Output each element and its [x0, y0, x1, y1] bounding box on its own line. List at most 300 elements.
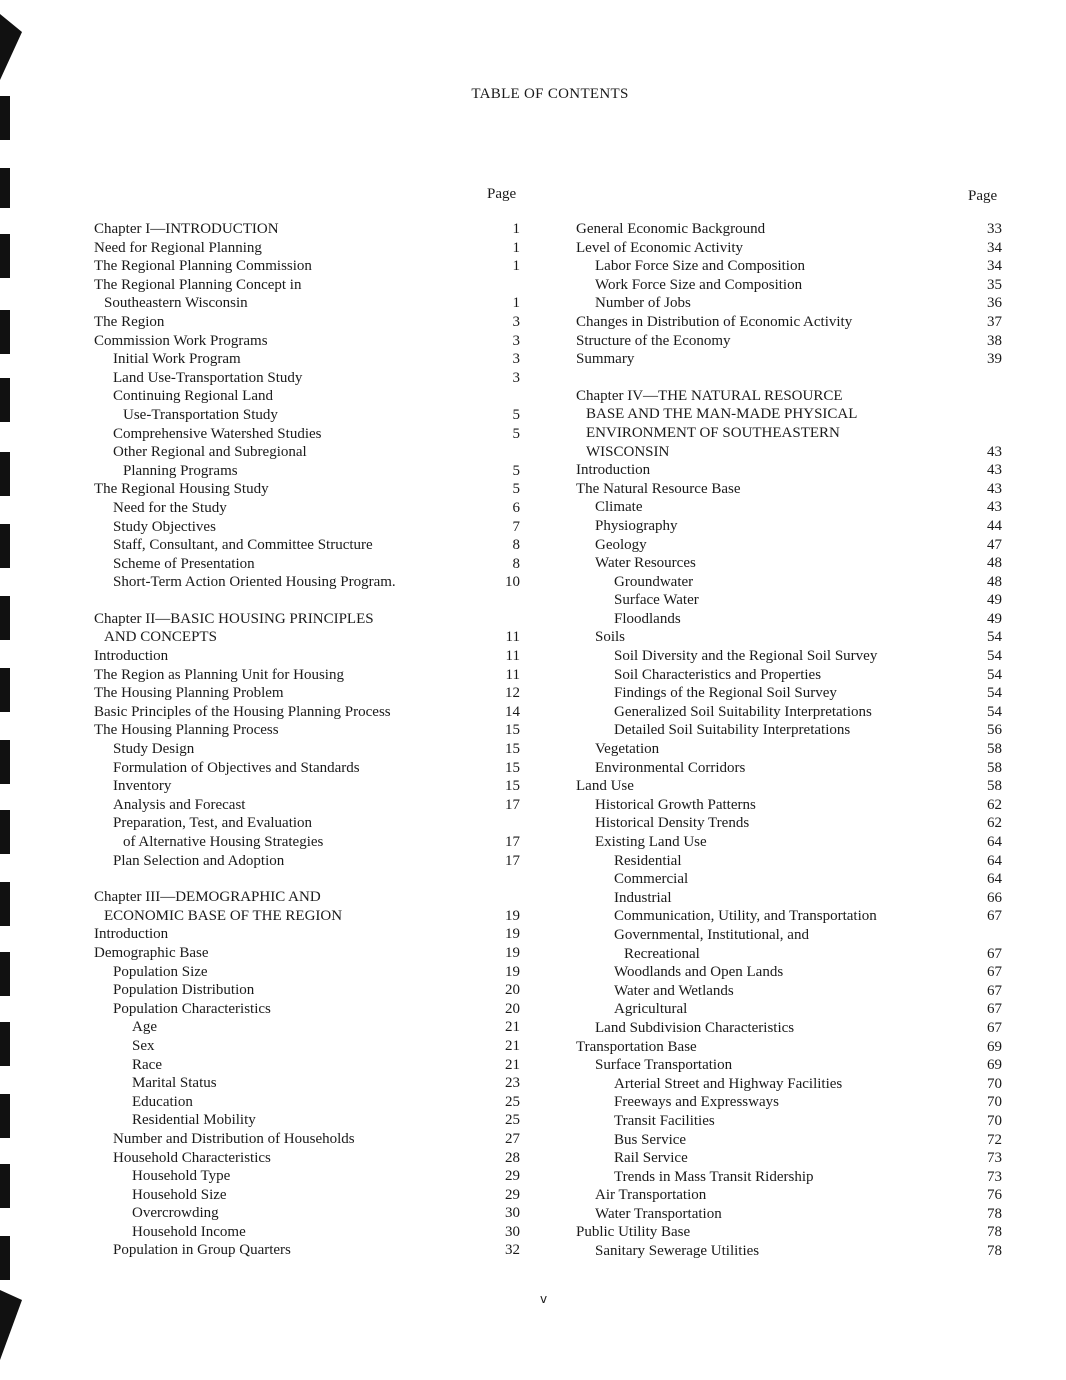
- toc-entry-page-number: 58: [966, 759, 1002, 778]
- binding-mark: [0, 668, 10, 712]
- toc-entry[interactable]: [94, 499, 520, 518]
- toc-entry[interactable]: [94, 796, 520, 815]
- toc-entry[interactable]: [576, 480, 1002, 499]
- toc-entry-label: Need for Regional Planning: [94, 240, 265, 256]
- toc-entry-label: Household Type: [132, 1168, 233, 1184]
- binding-mark: [0, 740, 10, 784]
- toc-entry-label: Short-Term Action Oriented Housing Program.: [113, 574, 399, 590]
- toc-entry-label: Air Transportation: [595, 1187, 709, 1203]
- binding-mark: [0, 952, 10, 996]
- toc-entry[interactable]: [576, 945, 1002, 964]
- toc-entry-label: Population Distribution: [113, 982, 257, 998]
- toc-entry[interactable]: [576, 1223, 1002, 1242]
- toc-entry-page-number: 39: [966, 350, 1002, 369]
- toc-entry[interactable]: [94, 1093, 520, 1112]
- toc-entry-label: Other Regional and Subregional: [113, 444, 310, 460]
- toc-entry-page-number: 8: [484, 536, 520, 555]
- binding-mark: [0, 1236, 10, 1280]
- toc-entry[interactable]: [576, 889, 1002, 908]
- toc-entry[interactable]: [94, 981, 520, 1000]
- toc-entry[interactable]: [94, 814, 520, 833]
- toc-entry[interactable]: [576, 870, 1002, 889]
- toc-entry-page-number: 15: [484, 721, 520, 740]
- toc-entry-page-number: 1: [484, 239, 520, 258]
- toc-entry-page-number: 17: [484, 852, 520, 871]
- toc-entry[interactable]: [576, 591, 1002, 610]
- toc-entry[interactable]: [576, 963, 1002, 982]
- toc-entry[interactable]: [576, 1168, 1002, 1187]
- page-title: TABLE OF CONTENTS: [471, 86, 629, 102]
- toc-entry-page-number: 58: [966, 740, 1002, 759]
- toc-entry[interactable]: [94, 332, 520, 351]
- toc-entry[interactable]: [576, 1019, 1002, 1038]
- toc-entry-page-number: 44: [966, 517, 1002, 536]
- toc-entry-page-number: 21: [484, 1056, 520, 1075]
- toc-entry-label: The Natural Resource Base: [576, 481, 744, 497]
- toc-entry[interactable]: [94, 257, 520, 276]
- toc-entry-label: Demographic Base: [94, 945, 212, 961]
- toc-entry[interactable]: [576, 721, 1002, 740]
- toc-entry[interactable]: [94, 313, 520, 332]
- toc-entry-page-number: 30: [484, 1223, 520, 1242]
- toc-entry[interactable]: [576, 666, 1002, 685]
- toc-entry-page-number: 73: [966, 1149, 1002, 1168]
- toc-entry-page-number: 54: [966, 647, 1002, 666]
- toc-entry-page-number: 3: [484, 350, 520, 369]
- toc-entry-page-number: 78: [966, 1205, 1002, 1224]
- toc-entry-page-number: 56: [966, 721, 1002, 740]
- toc-entry[interactable]: [576, 628, 1002, 647]
- toc-entry-page-number: 67: [966, 1019, 1002, 1038]
- toc-chapter-entry[interactable]: [94, 888, 520, 907]
- toc-entry-page-number: 20: [484, 1000, 520, 1019]
- toc-entry-page-number: 73: [966, 1168, 1002, 1187]
- toc-entry-page-number: 19: [484, 907, 520, 926]
- toc-entry-label: Recreational: [624, 946, 703, 962]
- toc-entry-page-number: 48: [966, 573, 1002, 592]
- toc-entry[interactable]: [94, 350, 520, 369]
- toc-entry[interactable]: [94, 480, 520, 499]
- toc-entry[interactable]: [576, 332, 1002, 351]
- toc-entry-page-number: 70: [966, 1075, 1002, 1094]
- toc-entry-page-number: 78: [966, 1242, 1002, 1261]
- toc-entry[interactable]: [94, 425, 520, 444]
- toc-entry[interactable]: [94, 536, 520, 555]
- toc-entry[interactable]: [576, 1000, 1002, 1019]
- toc-entry-page-number: 36: [966, 294, 1002, 313]
- toc-entry-label: Trends in Mass Transit Ridership: [614, 1169, 816, 1185]
- toc-entry-label: Education: [132, 1094, 196, 1110]
- toc-entry-label: Southeastern Wisconsin: [104, 295, 251, 311]
- toc-entry[interactable]: [94, 555, 520, 574]
- toc-chapter-entry[interactable]: [576, 387, 1002, 406]
- toc-entry-label: Study Design: [113, 741, 197, 757]
- toc-entry-label: Residential Mobility: [132, 1112, 259, 1128]
- toc-entry-label: Analysis and Forecast: [113, 797, 248, 813]
- toc-entry-label: ECONOMIC BASE OF THE REGION: [104, 908, 345, 924]
- toc-entry-label: Introduction: [576, 462, 653, 478]
- toc-entry-label: Staff, Consultant, and Committee Structure: [113, 537, 376, 553]
- toc-entry[interactable]: [576, 1131, 1002, 1150]
- toc-entry[interactable]: [576, 814, 1002, 833]
- toc-entry-page-number: 5: [484, 406, 520, 425]
- toc-entry-page-number: 15: [484, 740, 520, 759]
- toc-entry[interactable]: [94, 1018, 520, 1037]
- toc-entry-label: Historical Density Trends: [595, 815, 752, 831]
- toc-entry-page-number: 34: [966, 239, 1002, 258]
- binding-mark: [0, 452, 10, 496]
- toc-entry-label: Findings of the Regional Soil Survey: [614, 685, 840, 701]
- toc-entry[interactable]: [94, 406, 520, 425]
- toc-entry-page-number: 23: [484, 1074, 520, 1093]
- toc-entry-page-number: 12: [484, 684, 520, 703]
- toc-entry-page-number: 1: [484, 220, 520, 239]
- toc-entry-page-number: 49: [966, 591, 1002, 610]
- toc-entry-label: Physiography: [595, 518, 681, 534]
- toc-entry[interactable]: [576, 1205, 1002, 1224]
- toc-entry[interactable]: [94, 944, 520, 963]
- toc-entry[interactable]: [94, 1186, 520, 1205]
- toc-entry-label: Number and Distribution of Households: [113, 1131, 358, 1147]
- toc-entry-page-number: 25: [484, 1093, 520, 1112]
- toc-entry-label: The Housing Planning Process: [94, 722, 282, 738]
- toc-entry-label: WISCONSIN: [586, 444, 672, 460]
- binding-mark-top: [0, 14, 22, 80]
- toc-entry-label: Structure of the Economy: [576, 333, 734, 349]
- toc-entry-label: Chapter II—BASIC HOUSING PRINCIPLES: [94, 611, 377, 627]
- toc-entry[interactable]: [94, 666, 520, 685]
- toc-entry[interactable]: [576, 852, 1002, 871]
- toc-entry-page-number: 62: [966, 796, 1002, 815]
- toc-entry[interactable]: [576, 294, 1002, 313]
- toc-entry[interactable]: [94, 740, 520, 759]
- toc-entry-page-number: 48: [966, 554, 1002, 573]
- toc-entry-label: Chapter IV—THE NATURAL RESOURCE: [576, 388, 846, 404]
- toc-entry-page-number: 64: [966, 852, 1002, 871]
- toc-entry-label: Detailed Soil Suitability Interpretations: [614, 722, 853, 738]
- toc-entry[interactable]: [94, 573, 520, 592]
- toc-entry-label: BASE AND THE MAN-MADE PHYSICAL: [586, 406, 860, 422]
- toc-entry-label: The Regional Housing Study: [94, 481, 272, 497]
- toc-entry-label: Environmental Corridors: [595, 760, 748, 776]
- toc-entry[interactable]: [94, 833, 520, 852]
- toc-entry-label: Marital Status: [132, 1075, 220, 1091]
- page-column-heading-right: Page: [968, 188, 998, 204]
- toc-entry-label: Population Size: [113, 964, 211, 980]
- toc-entry[interactable]: [576, 573, 1002, 592]
- toc-entry-page-number: 47: [966, 536, 1002, 555]
- toc-entry[interactable]: [576, 554, 1002, 573]
- toc-entry-label: Introduction: [94, 648, 171, 664]
- toc-entry-page-number: 43: [966, 498, 1002, 517]
- toc-entry-page-number: 54: [966, 628, 1002, 647]
- toc-entry[interactable]: [576, 777, 1002, 796]
- binding-mark: [0, 168, 10, 208]
- toc-entry-label: Water and Wetlands: [614, 983, 737, 999]
- toc-entry-label: The Housing Planning Problem: [94, 685, 287, 701]
- toc-entry-label: Use-Transportation Study: [123, 407, 281, 423]
- toc-entry-page-number: 5: [484, 425, 520, 444]
- toc-entry-label: Industrial: [614, 890, 675, 906]
- toc-entry[interactable]: [94, 518, 520, 537]
- toc-entry[interactable]: [94, 1074, 520, 1093]
- toc-entry-page-number: 54: [966, 666, 1002, 685]
- toc-entry-page-number: 69: [966, 1056, 1002, 1075]
- toc-chapter-entry[interactable]: [94, 220, 520, 239]
- toc-entry[interactable]: [576, 740, 1002, 759]
- binding-mark: [0, 310, 10, 354]
- toc-entry[interactable]: [576, 684, 1002, 703]
- toc-entry[interactable]: [94, 628, 520, 647]
- toc-entry-page-number: 30: [484, 1204, 520, 1223]
- toc-entry-label: The Region as Planning Unit for Housing: [94, 667, 347, 683]
- toc-entry[interactable]: [576, 1093, 1002, 1112]
- toc-entry-label: The Regional Planning Commission: [94, 258, 315, 274]
- toc-entry-page-number: 15: [484, 777, 520, 796]
- toc-entry[interactable]: [576, 350, 1002, 369]
- toc-entry-page-number: 11: [484, 666, 520, 685]
- toc-entry-label: of Alternative Housing Strategies: [123, 834, 326, 850]
- toc-entry-label: The Region: [94, 314, 167, 330]
- toc-entry[interactable]: [576, 703, 1002, 722]
- toc-entry-label: Preparation, Test, and Evaluation: [113, 815, 315, 831]
- toc-entry-label: Soil Diversity and the Regional Soil Survey: [614, 648, 880, 664]
- toc-entry[interactable]: [94, 759, 520, 778]
- toc-entry-page-number: 78: [966, 1223, 1002, 1242]
- toc-entry-label: Inventory: [113, 778, 174, 794]
- toc-entry[interactable]: [576, 405, 1002, 424]
- toc-entry-label: Public Utility Base: [576, 1224, 693, 1240]
- toc-entry[interactable]: [94, 684, 520, 703]
- toc-entry[interactable]: [94, 1056, 520, 1075]
- toc-entry[interactable]: [94, 1000, 520, 1019]
- toc-entry[interactable]: [576, 610, 1002, 629]
- toc-entry[interactable]: [94, 1130, 520, 1149]
- toc-entry[interactable]: [94, 703, 520, 722]
- toc-entry-page-number: 64: [966, 833, 1002, 852]
- toc-entry-page-number: 70: [966, 1112, 1002, 1131]
- binding-mark: [0, 810, 10, 854]
- toc-entry-page-number: 43: [966, 480, 1002, 499]
- toc-entry[interactable]: [94, 1167, 520, 1186]
- toc-entry-page-number: 5: [484, 462, 520, 481]
- toc-entry[interactable]: [576, 517, 1002, 536]
- toc-entry-page-number: 37: [966, 313, 1002, 332]
- toc-entry-page-number: 11: [484, 628, 520, 647]
- toc-entry[interactable]: [576, 1038, 1002, 1057]
- toc-entry-label: Water Transportation: [595, 1206, 725, 1222]
- toc-entry-page-number: 28: [484, 1149, 520, 1168]
- toc-entry-page-number: 34: [966, 257, 1002, 276]
- toc-entry-label: General Economic Background: [576, 221, 768, 237]
- toc-entry[interactable]: [94, 907, 520, 926]
- toc-entry[interactable]: [94, 369, 520, 388]
- toc-entry[interactable]: [576, 498, 1002, 517]
- toc-entry-page-number: 54: [966, 684, 1002, 703]
- binding-mark: [0, 882, 10, 926]
- toc-entry-label: Groundwater: [614, 574, 696, 590]
- toc-entry-label: Plan Selection and Adoption: [113, 853, 287, 869]
- toc-entry-page-number: 67: [966, 907, 1002, 926]
- toc-entry[interactable]: [94, 1149, 520, 1168]
- toc-entry-page-number: 10: [484, 573, 520, 592]
- toc-entry-page-number: 3: [484, 332, 520, 351]
- toc-entry-page-number: 7: [484, 518, 520, 537]
- toc-entry[interactable]: [94, 443, 520, 462]
- toc-entry-page-number: 35: [966, 276, 1002, 295]
- toc-entry-page-number: 33: [966, 220, 1002, 239]
- toc-entry-label: Age: [132, 1019, 160, 1035]
- toc-entry[interactable]: [576, 257, 1002, 276]
- binding-mark: [0, 596, 10, 640]
- toc-entry-page-number: 17: [484, 796, 520, 815]
- toc-entry-label: Continuing Regional Land: [113, 388, 276, 404]
- binding-mark: [0, 1022, 10, 1066]
- toc-entry-page-number: 72: [966, 1131, 1002, 1150]
- toc-entry-label: Sex: [132, 1038, 158, 1054]
- toc-entry-label: Woodlands and Open Lands: [614, 964, 786, 980]
- toc-entry[interactable]: [94, 1037, 520, 1056]
- toc-entry[interactable]: [576, 276, 1002, 295]
- toc-chapter-entry[interactable]: [94, 610, 520, 629]
- toc-entry-label: Level of Economic Activity: [576, 240, 746, 256]
- toc-entry-page-number: 62: [966, 814, 1002, 833]
- toc-entry-page-number: 38: [966, 332, 1002, 351]
- toc-entry[interactable]: [576, 982, 1002, 1001]
- toc-entry-label: Need for the Study: [113, 500, 230, 516]
- toc-entry-label: Commercial: [614, 871, 691, 887]
- binding-mark: [0, 378, 10, 422]
- toc-entry[interactable]: [94, 963, 520, 982]
- toc-entry[interactable]: [576, 443, 1002, 462]
- toc-entry[interactable]: [94, 1223, 520, 1242]
- toc-entry-page-number: 32: [484, 1241, 520, 1260]
- toc-entry-label: Commission Work Programs: [94, 333, 271, 349]
- toc-entry-label: Bus Service: [614, 1132, 689, 1148]
- toc-entry[interactable]: [576, 1075, 1002, 1094]
- toc-entry-page-number: 3: [484, 313, 520, 332]
- toc-entry[interactable]: [576, 1186, 1002, 1205]
- toc-entry-page-number: 8: [484, 555, 520, 574]
- toc-entry-label: Communication, Utility, and Transportation: [614, 908, 880, 924]
- toc-entry-label: Residential: [614, 853, 685, 869]
- toc-entry[interactable]: [576, 647, 1002, 666]
- toc-entry-label: Scheme of Presentation: [113, 556, 258, 572]
- toc-entry-label: Arterial Street and Highway Facilities: [614, 1076, 845, 1092]
- toc-entry[interactable]: [94, 387, 520, 406]
- toc-entry[interactable]: [94, 462, 520, 481]
- page-folio: v: [540, 1292, 548, 1306]
- toc-entry[interactable]: [576, 313, 1002, 332]
- toc-entry[interactable]: [576, 536, 1002, 555]
- toc-entry[interactable]: [94, 925, 520, 944]
- toc-entry-label: Population in Group Quarters: [113, 1242, 294, 1258]
- toc-entry[interactable]: [94, 276, 520, 295]
- toc-entry[interactable]: [576, 239, 1002, 258]
- toc-entry-page-number: 67: [966, 945, 1002, 964]
- toc-entry-page-number: 70: [966, 1093, 1002, 1112]
- toc-entry[interactable]: [576, 1242, 1002, 1261]
- toc-entry[interactable]: [576, 759, 1002, 778]
- toc-entry-label: Changes in Distribution of Economic Activity: [576, 314, 855, 330]
- toc-entry-label: Number of Jobs: [595, 295, 694, 311]
- toc-entry-label: Population Characteristics: [113, 1001, 274, 1017]
- toc-entry-page-number: 43: [966, 461, 1002, 480]
- toc-entry-label: Household Size: [132, 1187, 230, 1203]
- toc-entry-label: Transportation Base: [576, 1039, 700, 1055]
- toc-entry-page-number: 6: [484, 499, 520, 518]
- toc-entry[interactable]: [576, 1149, 1002, 1168]
- toc-entry-page-number: 67: [966, 1000, 1002, 1019]
- binding-mark: [0, 234, 10, 278]
- toc-entry-page-number: 25: [484, 1111, 520, 1130]
- toc-entry[interactable]: [576, 907, 1002, 926]
- toc-entry-page-number: 67: [966, 963, 1002, 982]
- toc-entry-page-number: 27: [484, 1130, 520, 1149]
- toc-entry-label: Race: [132, 1057, 165, 1073]
- toc-entry[interactable]: [94, 852, 520, 871]
- toc-entry-label: AND CONCEPTS: [104, 629, 220, 645]
- toc-entry-label: Land Use: [576, 778, 637, 794]
- binding-mark: [0, 524, 10, 568]
- toc-entry-label: Transit Facilities: [614, 1113, 718, 1129]
- toc-entry-label: Chapter III—DEMOGRAPHIC AND: [94, 889, 324, 905]
- toc-entry-label: Generalized Soil Suitability Interpretations: [614, 704, 875, 720]
- toc-entry-label: ENVIRONMENT OF SOUTHEASTERN: [586, 425, 843, 441]
- toc-entry-label: Floodlands: [614, 611, 684, 627]
- toc-entry[interactable]: [576, 796, 1002, 815]
- toc-entry[interactable]: [576, 424, 1002, 443]
- toc-entry[interactable]: [576, 833, 1002, 852]
- toc-entry[interactable]: [94, 777, 520, 796]
- toc-entry[interactable]: [576, 461, 1002, 480]
- toc-entry[interactable]: [94, 721, 520, 740]
- toc-entry[interactable]: [94, 1111, 520, 1130]
- toc-entry-page-number: 76: [966, 1186, 1002, 1205]
- toc-entry-label: Water Resources: [595, 555, 699, 571]
- toc-entry[interactable]: [94, 239, 520, 258]
- toc-entry[interactable]: [94, 1241, 520, 1260]
- toc-entry[interactable]: [576, 220, 1002, 239]
- toc-entry-label: Land Subdivision Characteristics: [595, 1020, 797, 1036]
- toc-entry-page-number: 3: [484, 369, 520, 388]
- toc-entry-page-number: 29: [484, 1167, 520, 1186]
- toc-entry-label: Introduction: [94, 926, 171, 942]
- toc-entry-page-number: 15: [484, 759, 520, 778]
- toc-entry[interactable]: [576, 1056, 1002, 1075]
- toc-entry[interactable]: [576, 1112, 1002, 1131]
- toc-entry[interactable]: [94, 647, 520, 666]
- toc-entry-label: Historical Growth Patterns: [595, 797, 759, 813]
- toc-entry-label: Agricultural: [614, 1001, 690, 1017]
- toc-entry-label: Initial Work Program: [113, 351, 244, 367]
- toc-entry-page-number: 20: [484, 981, 520, 1000]
- toc-entry-label: Planning Programs: [123, 463, 241, 479]
- toc-entry-label: Sanitary Sewerage Utilities: [595, 1243, 762, 1259]
- toc-entry-page-number: 1: [484, 294, 520, 313]
- toc-entry-page-number: 14: [484, 703, 520, 722]
- toc-entry[interactable]: [94, 1204, 520, 1223]
- toc-entry-page-number: 11: [484, 647, 520, 666]
- toc-entry[interactable]: [94, 294, 520, 313]
- toc-entry[interactable]: [576, 926, 1002, 945]
- toc-entry-label: Household Income: [132, 1224, 249, 1240]
- toc-entry-page-number: 58: [966, 777, 1002, 796]
- toc-entry-page-number: 19: [484, 944, 520, 963]
- toc-column-left: [94, 220, 520, 1260]
- toc-entry-page-number: 66: [966, 889, 1002, 908]
- toc-entry-label: Freeways and Expressways: [614, 1094, 782, 1110]
